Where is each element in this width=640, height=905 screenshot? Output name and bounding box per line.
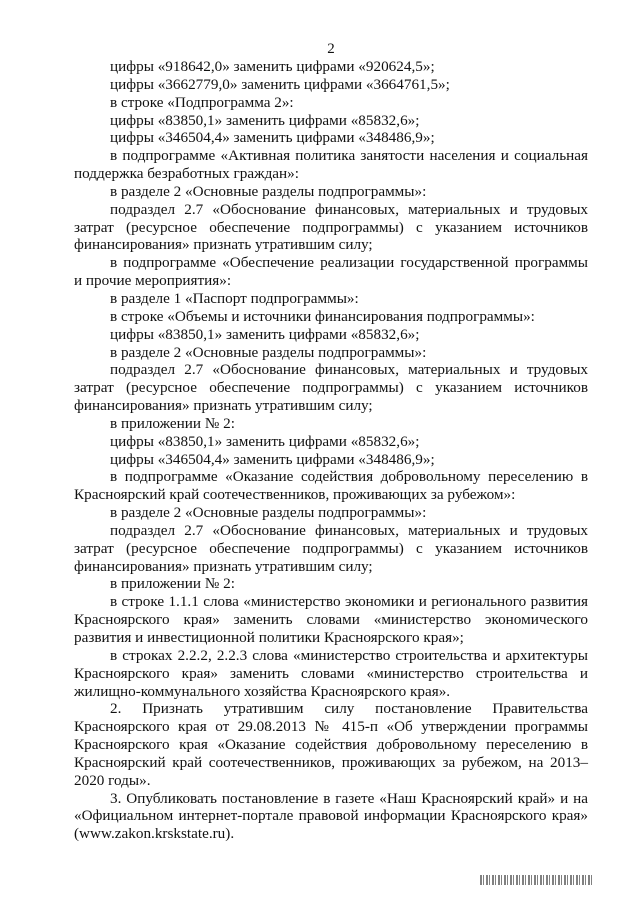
paragraph: 2. Признать утратившим силу постановление Правительства Красноярского края от 29.08.2013 № 415-п «Об утверждении программы Красноярского края «Оказание содействия добровольному переселению в Красноярский край соотечественников, проживающих за рубежом, на 2013–2020 годы». — [74, 700, 588, 789]
paragraph: в подпрограмме «Оказание содействия добровольному переселению в Красноярский край соотечественников, проживающих за рубежом»: — [74, 468, 588, 504]
paragraph: в подпрограмме «Обеспечение реализации государственной программы и прочие мероприятия»: — [74, 254, 588, 290]
paragraph: подраздел 2.7 «Обоснование финансовых, материальных и трудовых затрат (ресурсное обеспечение подпрограммы) с указанием источников финансирования» признать утратившим силу; — [74, 361, 588, 415]
paragraph: цифры «3662779,0» заменить цифрами «3664761,5»; — [110, 75, 450, 93]
paragraph: в приложении № 2: — [110, 575, 235, 593]
paragraph: в строке «Подпрограмма 2»: — [110, 93, 294, 111]
paragraph: подраздел 2.7 «Обоснование финансовых, материальных и трудовых затрат (ресурсное обеспечение подпрограммы) с указанием источников финансирования» признать утратившим силу; — [74, 521, 588, 575]
paragraph: подраздел 2.7 «Обоснование финансовых, материальных и трудовых затрат (ресурсное обеспечение подпрограммы) с указанием источников финансирования» признать утратившим силу; — [74, 200, 588, 254]
document-body — [74, 58, 588, 843]
paragraph: в разделе 1 «Паспорт подпрограммы»: — [110, 289, 359, 307]
paragraph: в приложении № 2: — [110, 414, 235, 432]
page-number: 2 — [327, 41, 335, 57]
paragraph: цифры «918642,0» заменить цифрами «920624,5»; — [110, 58, 435, 75]
paragraph: в разделе 2 «Основные разделы подпрограммы»: — [110, 504, 427, 522]
paragraph: в разделе 2 «Основные разделы подпрограммы»: — [110, 182, 427, 200]
paragraph: в подпрограмме «Активная политика занятости населения и социальная поддержка безработных граждан»: — [74, 147, 588, 183]
paragraph: цифры «346504,4» заменить цифрами «348486,9»; — [110, 450, 435, 468]
paragraph: цифры «346504,4» заменить цифрами «348486,9»; — [110, 129, 435, 147]
paragraph: в строке «Объемы и источники финансирования подпрограммы»: — [110, 307, 535, 325]
paragraph: в строке 1.1.1 слова «министерство экономики и регионального развития Красноярского края» заменить словами «министерство экономического развития и инвестиционной политики Красноярского края»; — [74, 593, 588, 646]
paragraph: в разделе 2 «Основные разделы подпрограммы»: — [110, 343, 427, 361]
paragraph: в строках 2.2.2, 2.2.3 слова «министерство строительства и архитектуры Красноярского края» заменить словами «министерство строительства и жилищно-коммунального хозяйства Красноярского края». — [74, 646, 588, 700]
paragraph: цифры «83850,1» заменить цифрами «85832,6»; — [110, 111, 420, 129]
scan-barcode-mark — [480, 875, 592, 885]
paragraph: 3. Опубликовать постановление в газете «Наш Красноярский край» и на «Официальном интернет-портале правовой информации Красноярского края» (www.zakon.krskstate.ru). — [74, 789, 588, 843]
paragraph: цифры «83850,1» заменить цифрами «85832,6»; — [110, 325, 420, 343]
paragraph: цифры «83850,1» заменить цифрами «85832,6»; — [110, 432, 420, 450]
